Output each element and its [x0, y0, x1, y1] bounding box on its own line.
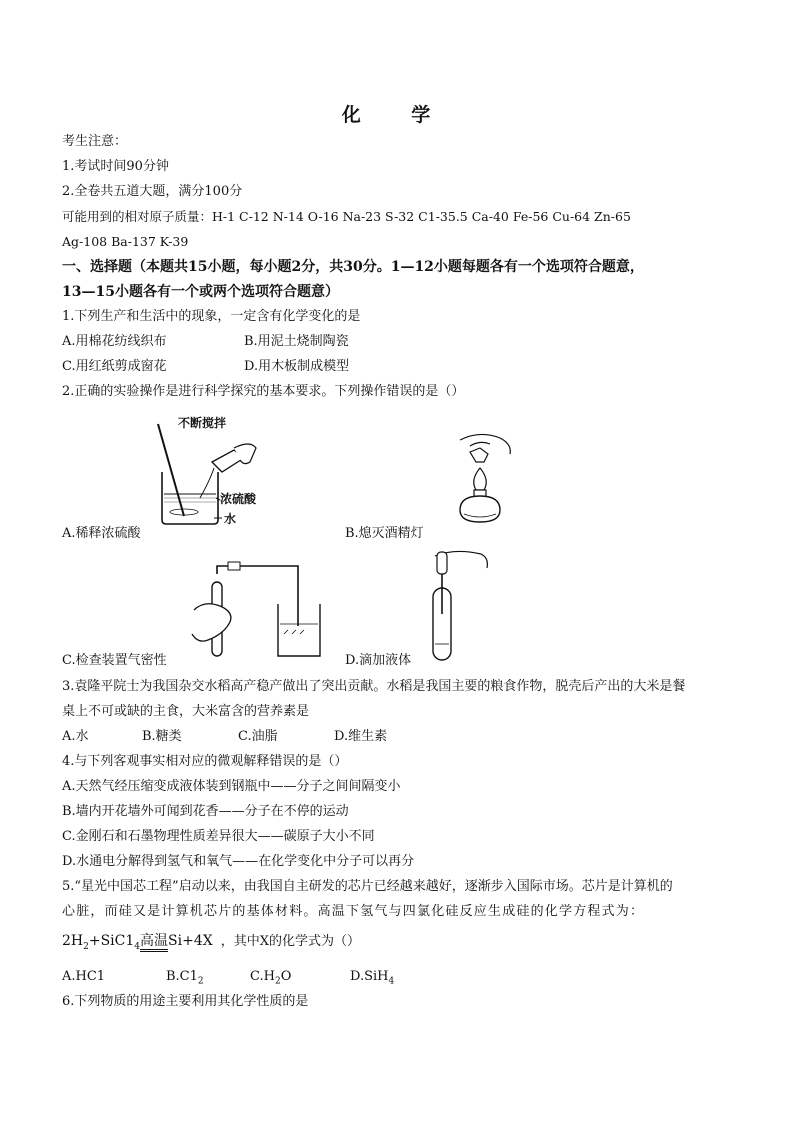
section-heading-line2: 13—15小题各有一个或两个选项符合题意）	[62, 284, 339, 300]
label-stir: 不断搅拌	[178, 416, 227, 430]
q4-option-a: A.天然气经压缩变成液体装到钢瓶中——分子之间间隔变小	[62, 779, 401, 794]
q5-option-a: A.HC1	[62, 969, 106, 984]
notice-item-score: 2.全卷共五道大题，满分100分	[62, 184, 243, 199]
q3-stem-line1: 3.袁隆平院士为我国杂交水稻高产稳产做出了突出贡献。水稻是我国主要的粮食作物，脱壳后产出的大米是餐	[62, 679, 686, 694]
notice-item-time: 1.考试时间90分钟	[62, 159, 169, 174]
q2-option-c: C.检查装置气密性	[62, 653, 167, 668]
q5-option-c: $C.H_2O$	[250, 969, 292, 987]
q5-equation: $2H_2+SiC1_4$高温Si+4X ，其中X的化学式为（）	[62, 933, 360, 952]
atomic-masses-line1: 可能用到的相对原子质量：H-1 C-12 N-14 O-16 Na-23 S-32 C1-35.5 Ca-40 Fe-56 Cu-64 Zn-65	[62, 209, 631, 224]
q3-option-c: C.油脂	[238, 729, 278, 744]
q3-option-b: B.糖类	[142, 729, 182, 744]
fig-airtightness	[180, 560, 330, 660]
page-title: 化 学	[341, 104, 453, 126]
notice-heading: 考生注意：	[62, 134, 128, 149]
q2-stem: 2.正确的实验操作是进行科学探究的基本要求。下列操作错误的是（）	[62, 384, 465, 399]
q5-option-b: $B.C1_2$	[166, 969, 204, 987]
q4-option-b: B.墙内开花墙外可闻到花香——分子在不停的运动	[62, 804, 349, 819]
q1-option-b: B.用泥土烧制陶瓷	[244, 334, 349, 349]
q4-option-d: D.水通电分解得到氢气和氧气——在化学变化中分子可以再分	[62, 854, 415, 869]
q1-option-d: D.用木板制成模型	[244, 359, 350, 374]
q4-stem: 4.与下列客观事实相对应的微观解释错误的是（）	[62, 754, 348, 769]
q3-option-d: D.维生素	[334, 729, 388, 744]
q1-option-c: C.用红纸剪成窗花	[62, 359, 167, 374]
q1-option-a: A.用棉花纺线织布	[62, 334, 167, 349]
q2-option-a: A.稀释浓硫酸	[62, 526, 141, 541]
q5-stem-line2: 心脏，而硅又是计算机芯片的基体材料。高温下氢气与四氯化硅反应生成硅的化学方程式为：	[62, 904, 645, 919]
q5-stem-line1: 5.“星光中国芯工程”启动以来，由我国自主研发的芯片已经越来越好，逐渐步入国际市场。芯片是计算机的	[62, 879, 673, 894]
q3-stem-line2: 桌上不可或缺的主食，大米富含的营养素是	[62, 704, 310, 719]
fig-drop-liquid	[425, 548, 495, 663]
q2-option-b: B.熄灭酒精灯	[345, 526, 424, 541]
reaction-condition: 高温	[140, 933, 168, 952]
q4-option-c: C.金刚石和石墨物理性质差异很大——碳原子大小不同	[62, 829, 375, 844]
label-water: 水	[224, 512, 237, 526]
label-conc-acid: 浓硫酸	[220, 492, 257, 506]
atomic-masses-line2: Ag-108 Ba-137 K-39	[62, 234, 189, 249]
section-heading-line1: 一、选择题（本题共15小题，每小题2分，共30分。1—12小题每题各有一个选项符合题意，	[62, 259, 644, 275]
fig-alcohol-lamp	[440, 430, 520, 528]
q6-stem: 6.下列物质的用途主要利用其化学性质的是	[62, 994, 309, 1009]
q1-stem: 1.下列生产和生活中的现象，一定含有化学变化的是	[62, 309, 361, 324]
q2-option-d: D.滴加液体	[345, 653, 412, 668]
q3-option-a: A.水	[62, 729, 89, 744]
q5-option-d: D.SiH$_4$	[350, 969, 395, 987]
